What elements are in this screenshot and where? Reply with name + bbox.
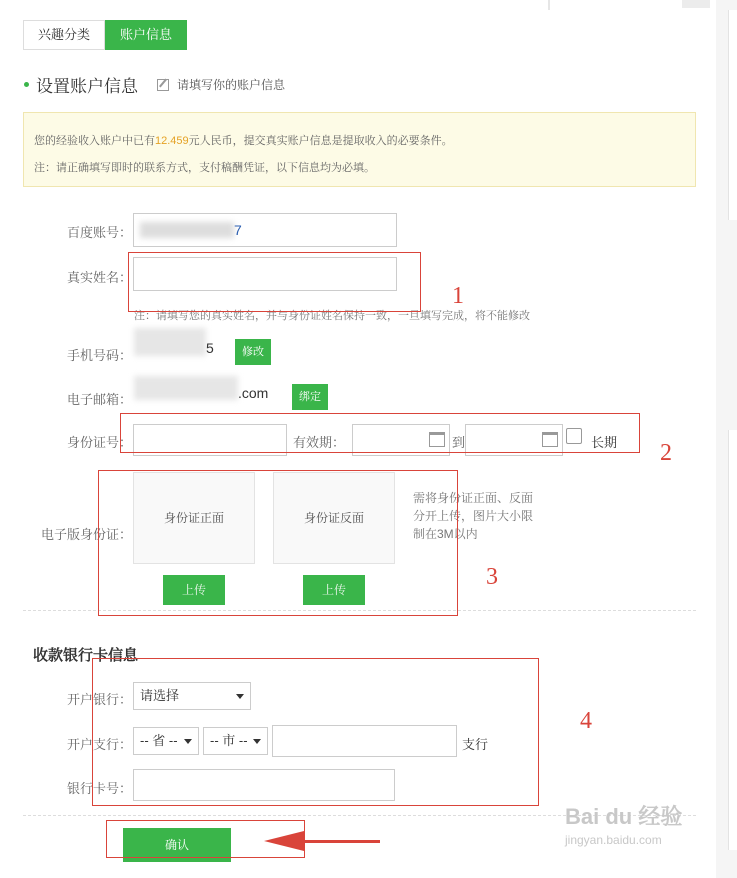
modify-phone-button[interactable]: 修改 bbox=[235, 339, 271, 365]
upload-back-button[interactable]: 上传 bbox=[303, 575, 365, 605]
tab-interest-category[interactable]: 兴趣分类 bbox=[23, 20, 105, 50]
baidu-account-field[interactable] bbox=[133, 213, 397, 247]
arrow-left-icon bbox=[264, 831, 304, 851]
id-back-preview[interactable]: 身份证反面 bbox=[273, 472, 395, 564]
upload-note-line: 分开上传，图片大小限 bbox=[413, 509, 534, 523]
baidu-account-label: 百度账号： bbox=[66, 225, 132, 240]
validity-label: 有效期： bbox=[293, 435, 346, 450]
right-scroll-area bbox=[716, 0, 737, 878]
annotation-box-3 bbox=[98, 470, 458, 616]
bank-label: 开户银行： bbox=[66, 692, 132, 707]
id-upload-label: 电子版身份证： bbox=[40, 527, 132, 542]
real-name-note: 注：请填写您的真实姓名，并与身份证姓名保持一致，一旦填写完成，将不能修改 bbox=[134, 310, 530, 322]
notice-box bbox=[23, 112, 696, 187]
top-bar-divider bbox=[548, 0, 550, 10]
scrollbar-thumb[interactable] bbox=[728, 40, 737, 220]
bank-section-title: 收款银行卡信息 bbox=[33, 647, 139, 664]
bullet-dot-icon bbox=[24, 82, 29, 87]
email-label: 电子邮箱： bbox=[66, 392, 132, 407]
annotation-number-4: 4 bbox=[580, 708, 592, 734]
annotation-number-2: 2 bbox=[660, 440, 672, 466]
scrollbar-segment[interactable] bbox=[728, 430, 737, 850]
tab-account-info[interactable]: 账户信息 bbox=[105, 20, 187, 50]
real-name-label: 真实姓名： bbox=[66, 270, 132, 285]
upload-note-line: 需将身份证正面、反面 bbox=[413, 491, 534, 505]
scrollbar-segment[interactable] bbox=[728, 10, 737, 40]
watermark-brand: Bai du 经验 bbox=[565, 804, 683, 829]
email-value: .com bbox=[238, 385, 269, 401]
confirm-button[interactable]: 确认 bbox=[123, 828, 231, 862]
edit-icon bbox=[157, 79, 169, 91]
validity-to-label: 到 bbox=[452, 435, 466, 450]
top-bar-control[interactable] bbox=[682, 0, 710, 8]
bank-select-value: 请选择 bbox=[140, 688, 180, 703]
branch-suffix: 支行 bbox=[462, 737, 489, 752]
redacted-phone bbox=[134, 328, 206, 356]
id-card-label: 身份证号： bbox=[66, 435, 132, 450]
city-select-value: -- 市 -- bbox=[210, 733, 248, 748]
card-number-label: 银行卡号： bbox=[66, 781, 132, 796]
redacted-email bbox=[134, 376, 238, 400]
id-front-preview[interactable]: 身份证正面 bbox=[133, 472, 255, 564]
notice-prefix: 您的经验收入账户中已有 bbox=[34, 135, 155, 147]
annotation-box-1 bbox=[128, 252, 421, 312]
notice-line-1 bbox=[34, 128, 685, 155]
upload-front-button[interactable]: 上传 bbox=[163, 575, 225, 605]
annotation-number-1: 1 bbox=[452, 283, 464, 309]
section-title: 设置账户信息 bbox=[36, 77, 138, 96]
annotation-arrow-line bbox=[300, 840, 380, 843]
phone-value: 5 bbox=[206, 340, 214, 356]
annotation-box-4 bbox=[92, 658, 539, 806]
baidu-account-value: 7 bbox=[234, 222, 242, 238]
upload-note-line: 制在3M以内 bbox=[413, 527, 478, 541]
income-amount: 12.459 bbox=[155, 135, 189, 147]
top-bar bbox=[0, 0, 737, 10]
phone-label: 手机号码： bbox=[66, 348, 132, 363]
notice-line-2: 注：请正确填写即时的联系方式，支付稿酬凭证，以下信息均为必填。 bbox=[34, 162, 375, 174]
notice-suffix: 元人民币，提交真实账户信息是提取收入的必要条件。 bbox=[188, 135, 453, 147]
annotation-box-2 bbox=[120, 413, 640, 453]
tab-bar bbox=[23, 20, 187, 50]
redacted-value bbox=[140, 222, 234, 238]
long-term-label: 长期 bbox=[591, 435, 618, 450]
bind-email-button[interactable]: 绑定 bbox=[292, 384, 328, 410]
province-select-value: -- 省 -- bbox=[140, 733, 178, 748]
watermark-url: jingyan.baidu.com bbox=[565, 833, 662, 847]
section-header bbox=[24, 72, 285, 97]
section-hint: 请填写你的账户信息 bbox=[177, 78, 286, 92]
branch-label: 开户支行： bbox=[66, 737, 132, 752]
annotation-number-3: 3 bbox=[486, 564, 498, 590]
watermark-logo bbox=[565, 800, 682, 847]
